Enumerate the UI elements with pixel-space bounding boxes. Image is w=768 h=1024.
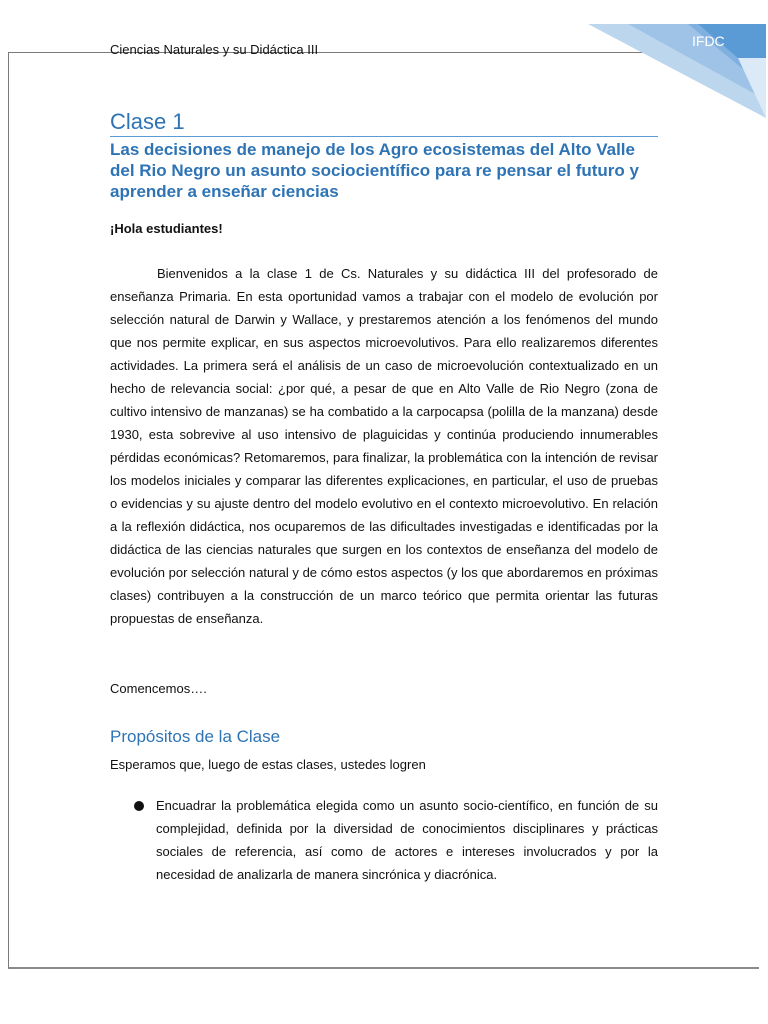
corner-decoration: [588, 0, 768, 130]
body-paragraph: Bienvenidos a la clase 1 de Cs. Naturales y su didáctica III del profesorado de enseñanza Primaria. En esta oportunidad vamos a trabajar con el modelo de evolución por selección natural de Darwin y Wallace, y prestaremos atención a los fenómenos del mundo que nos permite explicar, en sus aspectos microevolutivos. Para ello realizaremos diferentes actividades. La primera será el análisis de un caso de microevolución contextualizado en un hecho de relevancia social: ¿por qué, a pesar de que en Alto Valle de Rio Negro (zona de cultivo intensivo de manzanas) se ha combatido a la carpocapsa (polilla de la manzana) desde 1930, esta sobrevive al uso intensivo de plaguicidas y continúa produciendo innumerables pérdidas económicas? Retomaremos, para finalizar, la problemática con la intención de revisar los modelos iniciales y comparar las diferentes explicaciones, en particular, el uso de pruebas o evidencias y su ajuste dentro del modelo evolutivo en el contexto microevolutivo. En relación a la reflexión didáctica, nos ocuparemos de las dificultades investigadas e identificadas por la didáctica de las ciencias naturales que surgen en los contextos de enseñanza del modelo de evolución por selección natural y de cómo estos aspectos (y los que abordaremos en próximas clases) contribuyen a la construcción de un marco teórico que permita orientar las futuras propuestas de enseñanza.: [110, 266, 658, 626]
greeting: ¡Hola estudiantes!: [110, 221, 223, 236]
section-title: Propósitos de la Clase: [110, 727, 281, 746]
ifdc-badge: IFDC: [692, 33, 725, 49]
purposes-list: [110, 794, 658, 886]
list-item: [110, 794, 658, 886]
section-intro: Esperamos que, luego de estas clases, ustedes logren: [110, 757, 426, 772]
course-header: Ciencias Naturales y su Didáctica III: [110, 42, 319, 57]
list-item-text: Encuadrar la problemática elegida como un asunto socio-científico, en función de su complejidad, definida por la diversidad de conocimientos disciplinares y prácticas sociales de referencia, así como de actores e intereses involucrados y por la necesidad de analizarla de manera sincrónica y diacrónica.: [156, 798, 658, 882]
closing-text: Comencemos….: [110, 681, 207, 696]
bullet-icon: [134, 801, 144, 811]
class-label: Clase 1: [110, 109, 658, 137]
document-title: Las decisiones de manejo de los Agro ecosistemas del Alto Valle del Rio Negro un asunto sociocientífico para re pensar el futuro y aprender a enseñar ciencias: [110, 140, 639, 201]
